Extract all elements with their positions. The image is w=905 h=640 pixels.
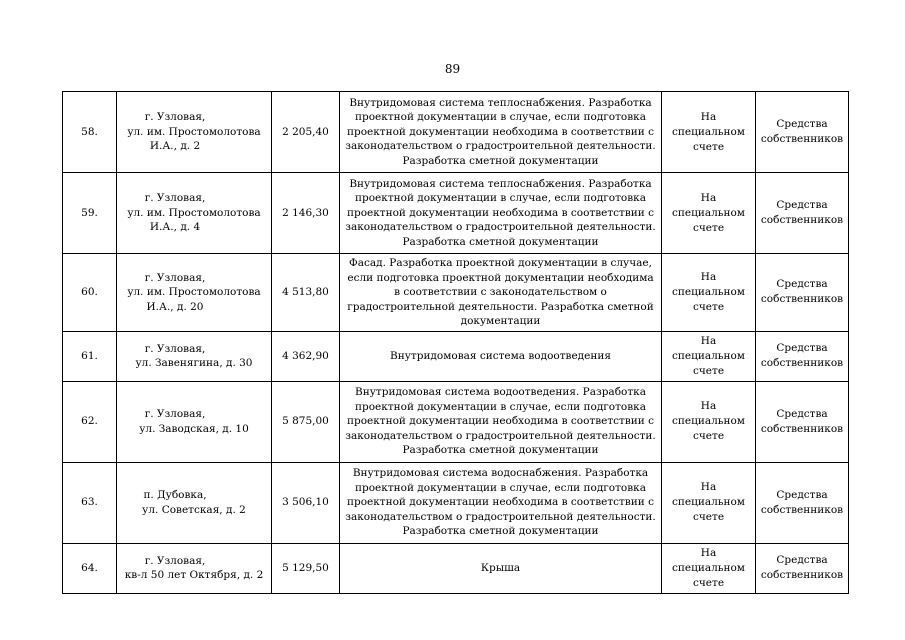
row-number: 58.	[63, 92, 117, 173]
row-number: 64.	[63, 543, 117, 593]
address-cell	[117, 331, 272, 381]
table-row	[63, 92, 849, 173]
fund-method-cell: На специальном счете	[662, 92, 756, 173]
address-line: г. Узловая,	[144, 554, 206, 567]
address-line: И.А., д. 4	[149, 221, 201, 234]
fund-method-cell: На специальном счете	[662, 462, 756, 543]
funding-source-cell: Средства собственников	[756, 381, 849, 462]
work-type-cell: Внутридомовая система водоотведения	[340, 331, 662, 381]
address-line: г. Узловая,	[144, 342, 206, 355]
address-line: ул. Завенягина, д. 30	[135, 357, 253, 369]
work-type-cell: Внутридомовая система теплоснабжения. Разработка проектной документации в случае, если подготовка проектной документации необходима в соответствии с законодательством о градостроительной деятельности. Разработка сметной документации	[340, 92, 662, 173]
table-row	[63, 173, 849, 254]
fund-method-cell: На специальном счете	[662, 173, 756, 254]
fund-method-cell: На специальном счете	[662, 254, 756, 332]
area-cell: 3 506,10	[272, 462, 340, 543]
area-cell: 5 875,00	[272, 381, 340, 462]
fund-method-cell: На специальном счете	[662, 331, 756, 381]
address-line: ул. им. Простомолотова	[127, 286, 261, 298]
area-cell: 2 146,30	[272, 173, 340, 254]
fund-method-cell: На специальном счете	[662, 381, 756, 462]
row-number: 62.	[63, 381, 117, 462]
table-row	[63, 543, 849, 593]
work-type-cell: Внутридомовая система водоотведения. Разработка проектной документации в случае, если подготовка проектной документации необходима в соответствии с законодательством о градостроительной деятельности. Разработка сметной документации	[340, 381, 662, 462]
address-cell	[117, 92, 272, 173]
address-line: И.А., д. 2	[149, 140, 201, 153]
table-row	[63, 331, 849, 381]
table-row	[63, 254, 849, 332]
area-cell: 4 513,80	[272, 254, 340, 332]
work-type-cell: Внутридомовая система теплоснабжения. Разработка проектной документации в случае, если подготовка проектной документации необходима в соответствии с законодательством о градостроительной деятельности. Разработка сметной документации	[340, 173, 662, 254]
work-type-cell: Крыша	[340, 543, 662, 593]
address-line: ул. им. Простомолотова	[127, 125, 261, 138]
funding-source-cell: Средства собственников	[756, 462, 849, 543]
funding-source-cell: Средства собственников	[756, 254, 849, 332]
repair-program-table	[62, 91, 849, 594]
row-number: 59.	[63, 173, 117, 254]
fund-method-cell: На специальном счете	[662, 543, 756, 593]
address-cell	[117, 543, 272, 593]
address-cell	[117, 254, 272, 332]
funding-source-cell: Средства собственников	[756, 92, 849, 173]
address-line: кв-л 50 лет Октября, д. 2	[124, 569, 264, 581]
area-cell: 5 129,50	[272, 543, 340, 593]
funding-source-cell: Средства собственников	[756, 173, 849, 254]
funding-source-cell: Средства собственников	[756, 543, 849, 593]
address-line: И.А., д. 20	[146, 300, 204, 313]
area-cell: 2 205,40	[272, 92, 340, 173]
address-line: г. Узловая,	[144, 408, 206, 420]
address-line: г. Узловая,	[144, 111, 206, 124]
address-line: г. Узловая,	[144, 192, 206, 205]
address-cell	[117, 462, 272, 543]
row-number: 60.	[63, 254, 117, 332]
address-line: г. Узловая,	[144, 271, 206, 284]
address-line: ул. Заводская, д. 10	[139, 422, 249, 435]
table-row	[63, 381, 849, 462]
table-row	[63, 462, 849, 543]
work-type-cell: Фасад. Разработка проектной документации в случае, если подготовка проектной документации необходима в соответствии с законодательством о градостроительной деятельности. Разработка сметной документации	[340, 254, 662, 332]
address-line: п. Дубовка,	[143, 489, 207, 501]
address-line: ул. Советская, д. 2	[142, 503, 246, 516]
row-number: 63.	[63, 462, 117, 543]
work-type-cell: Внутридомовая система водоснабжения. Разработка проектной документации в случае, если подготовка проектной документации необходима в соответствии с законодательством о градостроительной деятельности. Разработка сметной документации	[340, 462, 662, 543]
address-cell	[117, 381, 272, 462]
row-number: 61.	[63, 331, 117, 381]
funding-source-cell: Средства собственников	[756, 331, 849, 381]
page-number: 89	[444, 62, 461, 76]
area-cell: 4 362,90	[272, 331, 340, 381]
address-cell	[117, 173, 272, 254]
address-line: ул. им. Простомолотова	[127, 206, 261, 219]
